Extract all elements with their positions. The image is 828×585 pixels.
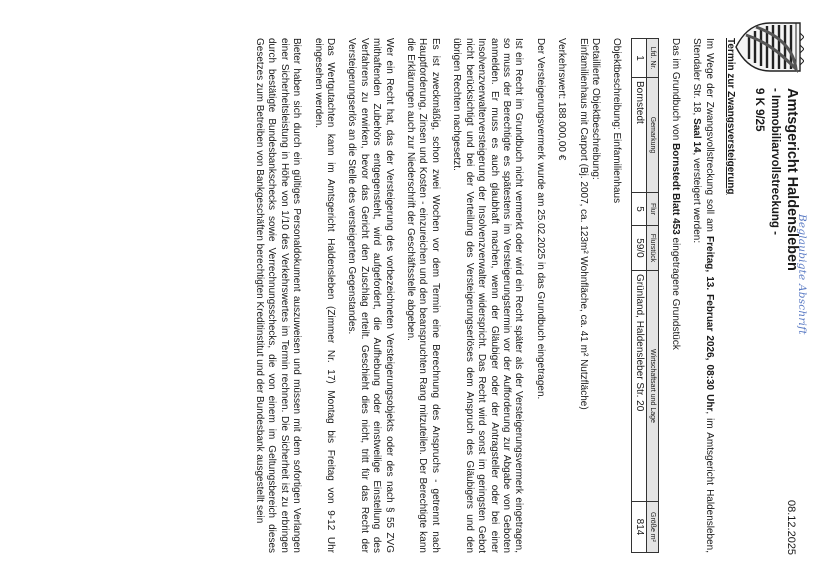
entry-note: Der Versteigerungsvermerk wurde am 25.02.2025 in das Grundbuch eingetragen. (534, 38, 546, 400)
cell-parcel: 59/0 (632, 226, 647, 271)
header-district: Gemarkung (647, 78, 659, 193)
header-no: Lfd. Nr. (647, 39, 659, 78)
object-description: Objektbeschreibung: Einfamilienhaus (611, 38, 623, 204)
certified-copy-stamp: Beglaubigte Abschrift (796, 214, 808, 335)
land-register: Bornstedt Blatt 453 (669, 143, 681, 235)
cell-use: Grünland, Haldensleber Str. 20 (632, 271, 647, 502)
paragraph-opposing-rights: Wer ein Recht hat, das der Versteigerung des vorbezeichneten Versteigerungsobjekts oder des nach § 55 ZVG mithaftenden Zubehörs entgegensteht, wird aufgefordert, die Aufhebung oder einstweilige Einstellung des Verfahrens zu erwirken, bevor das Gericht den Zuschlag erteilt. Geschieht dies nicht, tritt für das Recht der Versteigerungserlös an die Stelle des versteigerten Gegenstandes. (346, 38, 395, 553)
court-department: - Immobiliarvollstreckung - (769, 88, 781, 235)
detailed-description-title: Detaillierte Objektbeschreibung: (589, 38, 601, 180)
parcel-table (631, 38, 659, 553)
land-register-line (668, 38, 680, 553)
header-flur: Flur (647, 193, 659, 226)
detailed-description-text: Einfamilienhaus mit Carport (Bj. 2007, ca. 123m² Wohnfläche, ca. 41 m² Nutzfläche) (577, 38, 589, 410)
table-header-row (647, 39, 659, 553)
register-suffix: eingetragene Grundstück (669, 234, 681, 350)
cell-district: Bornstedt (632, 78, 647, 193)
paragraph-unregistered-rights: Ist ein Recht im Grundbuch nicht vermerkt oder wird ein Recht später als der Versteigerungsvermerk eingetragen, so muss der Berechtigte es spätestens im Versteigerungstermin vor der Aufforderung zur Abgabe von Geboten anmelden. Er muss es auch glaubhaft machen, wenn der Gläubiger oder der Antragsteller oder bei einer Insolvenzverwalterversteigerung der Insolvenzverwalter widerspricht. Das Recht wird sonst im geringsten Gebot nicht berücksichtigt und bei der Verteilung des Versteigerungserlöses dem Anspruch des Gläubigers und den übrigen Rechten nachgesetzt. (451, 38, 525, 553)
auction-room: Saal 14 (691, 118, 703, 153)
file-number: 9 K 9/25 (753, 88, 765, 132)
cell-no: 1 (632, 39, 647, 78)
header-size: Größe m² (647, 502, 659, 553)
market-value: Verkehrswert: 188.000,00 € (556, 38, 568, 161)
intro-location: , im Amtsgericht Haldensleben, Stendaler Str. 18, (691, 38, 715, 554)
saxony-anhalt-coat-of-arms-icon (734, 17, 804, 77)
cell-size: 814 (632, 502, 647, 553)
intro-prefix: Im Wege der Zwangsvollstreckung soll am (703, 38, 715, 237)
register-prefix: Das im Grundbuch von (669, 38, 681, 144)
header-parcel: Flurstück (647, 226, 659, 271)
header-use: Wirtschaftsart und Lage (647, 271, 659, 502)
table-row (632, 39, 647, 553)
paragraph-claim-calculation: Es ist zweckmäßig, schon zwei Wochen vor dem Termin eine Berechnung des Anspruchs - getrennt nach Hauptforderung, Zinsen und Kosten - einzureichen und den beanspruchten Rang mitzuteilen. Der Berechtigte kann die Erklärungen auch zur Niederschrift der Geschäftsstelle abgeben. (405, 38, 441, 553)
detailed-description (576, 38, 601, 553)
auction-datetime: Freitag, 13. Februar 2026, 08:30 Uhr (703, 236, 715, 412)
notice-title: Termin zur Zwangsversteigerung (725, 38, 736, 195)
cell-flur: 5 (632, 193, 647, 226)
document-date: 08.12.2025 (785, 500, 797, 556)
auction-intro (690, 38, 715, 553)
court-name: Amtsgericht Haldensleben (784, 88, 800, 271)
notice-body (244, 38, 736, 553)
intro-suffix: , versteigert werden: (691, 152, 703, 244)
paragraph-appraisal: Das Wertgutachten kann im Amtsgericht Haldensleben (Zimmer Nr. 17) Montag bis Freitag von 9-12 Uhr eingesehen werden. (312, 38, 337, 553)
paragraph-bidder-security: Bieter haben sich durch ein gültiges Personaldokument auszuweisen und müssen mit dem sofortigen Verlangen einer Sicherheitsleistung in Höhe von 1/10 des Verkehrswertes im Termin rechnen. Die Sicherheit ist zu erbringen durch bestätigte Bundesbankschecks sowie Verrechnungsschecks, die von einem im Geltungsbereich dieses Gesetzes zum Betreiben von Bankgeschäften berechtigten Kreditinstitut und der Bundesbank ausgestellt sein (254, 38, 303, 553)
